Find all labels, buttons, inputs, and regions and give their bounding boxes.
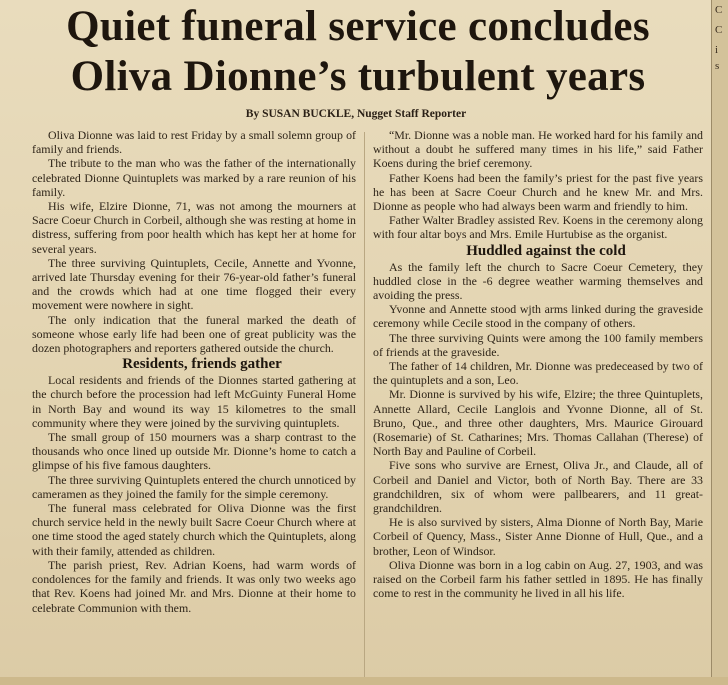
paragraph: The funeral mass celebrated for Oliva Dionne was the first church service held in the newly built Sacre Coeur Church where at one time stood the aged stately church which the Quintuplets, along with their family, attended as children. <box>32 501 356 558</box>
paragraph: The parish priest, Rev. Adrian Koens, had warm words of condolences for the family and friends. It was only two weeks ago that Rev. Koens had joined Mr. and Mrs. Dionne at their home to celebrate Communion with them. <box>32 557 356 615</box>
paragraph: Father Koens had been the family’s priest for the past five years he has been at Sacre Coeur Church and he knew Mr. and Mrs. Dionne as people who had always been warm and friendly to him. <box>373 170 703 214</box>
paragraph: Mr. Dionne is survived by his wife, Elzire; the three Quintuplets, Annette Allard, Cecile Langlois and Yvonne Dionne, all of St. Bruno, Que., and three other daughters, Mrs. Maurice Girouard (Rosemarie) of St. Catharines; Mrs. Thomas Callahan (Therese) of North Bay and Pauline of Corbeil. <box>373 387 703 459</box>
subhead-huddled: Huddled against the cold <box>466 242 626 259</box>
paragraph: The tribute to the man who was the father of the internationally celebrated Dionne Quintuplets was marked by a rare reunion of his family. <box>32 156 356 199</box>
paragraph: The small group of 150 mourners was a sharp contrast to the thousands who once lined up outside Mr. Dionne’s home to catch a glimpse of his five famous daughters. <box>32 430 356 473</box>
edge-letter: C <box>715 24 723 36</box>
paragraph: His wife, Elzire Dionne, 71, was not among the mourners at Sacre Coeur Church in Corbeil, although she was resting at home in distress, suffering from poor health which has kept her at home for several years. <box>32 199 356 256</box>
byline: By SUSAN BUCKLE, Nugget Staff Reporter <box>245 108 467 120</box>
adjacent-column-edge <box>711 0 728 685</box>
headline-line-1: Quiet funeral service concludes <box>66 3 650 50</box>
paragraph: The three surviving Quintuplets entered the church unnoticed by cameramen as they joined the family for the simple ceremony. <box>32 472 356 501</box>
paragraph: Yvonne and Annette stood wjth arms linked during the graveside ceremony while Cecile stood in the company of others. <box>373 302 703 331</box>
paper-bottom-edge <box>0 677 728 685</box>
edge-letter: s <box>715 60 720 72</box>
paragraph: “Mr. Dionne was a noble man. He worked hard for his family and without a doubt he suffered many times in his life,” said Father Koens during the brief ceremony. <box>373 128 703 171</box>
edge-letter: i <box>715 44 719 56</box>
headline <box>12 2 704 102</box>
headline-line-2: Oliva Dionne’s turbulent years <box>70 53 646 100</box>
paragraph: The three surviving Quintuplets, Cecile, Annette and Yvonne, arrived late Thursday evening for their 76-year-old father’s funeral and the crowds which had at one time flogged their every movement were nowhere in sight. <box>32 255 356 313</box>
paragraph: Father Walter Bradley assisted Rev. Koens in the ceremony along with four altar boys and Mrs. Emile Hurtubise as the organist. <box>373 213 703 242</box>
column-divider <box>364 132 365 677</box>
paragraph: Local residents and friends of the Dionnes started gathering at the church before the procession had left McGuinty Funeral Home in North Bay and wound its way 15 kilometres to the small community where they were joined by the surviving quintuplets. <box>32 373 356 430</box>
paragraph: Five sons who survive are Ernest, Oliva Jr., and Claude, all of Corbeil and Daniel and Victor, both of North Bay. There are 33 grandchildren, six of whom were pallbearers, and 11 great-grandchildren. <box>373 458 703 516</box>
paragraph: As the family left the church to Sacre Coeur Cemetery, they huddled close in the -6 degree weather warming themselves and avoiding the press. <box>373 259 703 303</box>
paragraph: Oliva Dionne was laid to rest Friday by a small solemn group of family and friends. <box>32 128 356 157</box>
left-column <box>32 128 356 615</box>
subhead-residents: Residents, friends gather <box>122 356 282 373</box>
paragraph: The only indication that the funeral marked the death of someone whose early life had been one of great publicity was the dozen photographers and reporters gathered outside the church. <box>32 312 356 356</box>
paragraph: The father of 14 children, Mr. Dionne was predeceased by two of the quintuplets and a son, Leo. <box>373 359 703 388</box>
paragraph: Oliva Dionne was born in a log cabin on Aug. 27, 1903, and was raised on the Corbeil farm his father settled in 1895. He has finally come to rest in the community he lived in all his life. <box>373 557 703 601</box>
edge-letter: C <box>715 4 723 16</box>
paragraph: The three surviving Quints were among the 100 family members of friends at the graveside. <box>373 330 703 359</box>
right-column <box>373 128 703 601</box>
paragraph: He is also survived by sisters, Alma Dionne of North Bay, Marie Corbeil of Quency, Mass., Sister Anne Dionne of Hull, Que., and a brother, Leon of Windsor. <box>373 515 703 558</box>
